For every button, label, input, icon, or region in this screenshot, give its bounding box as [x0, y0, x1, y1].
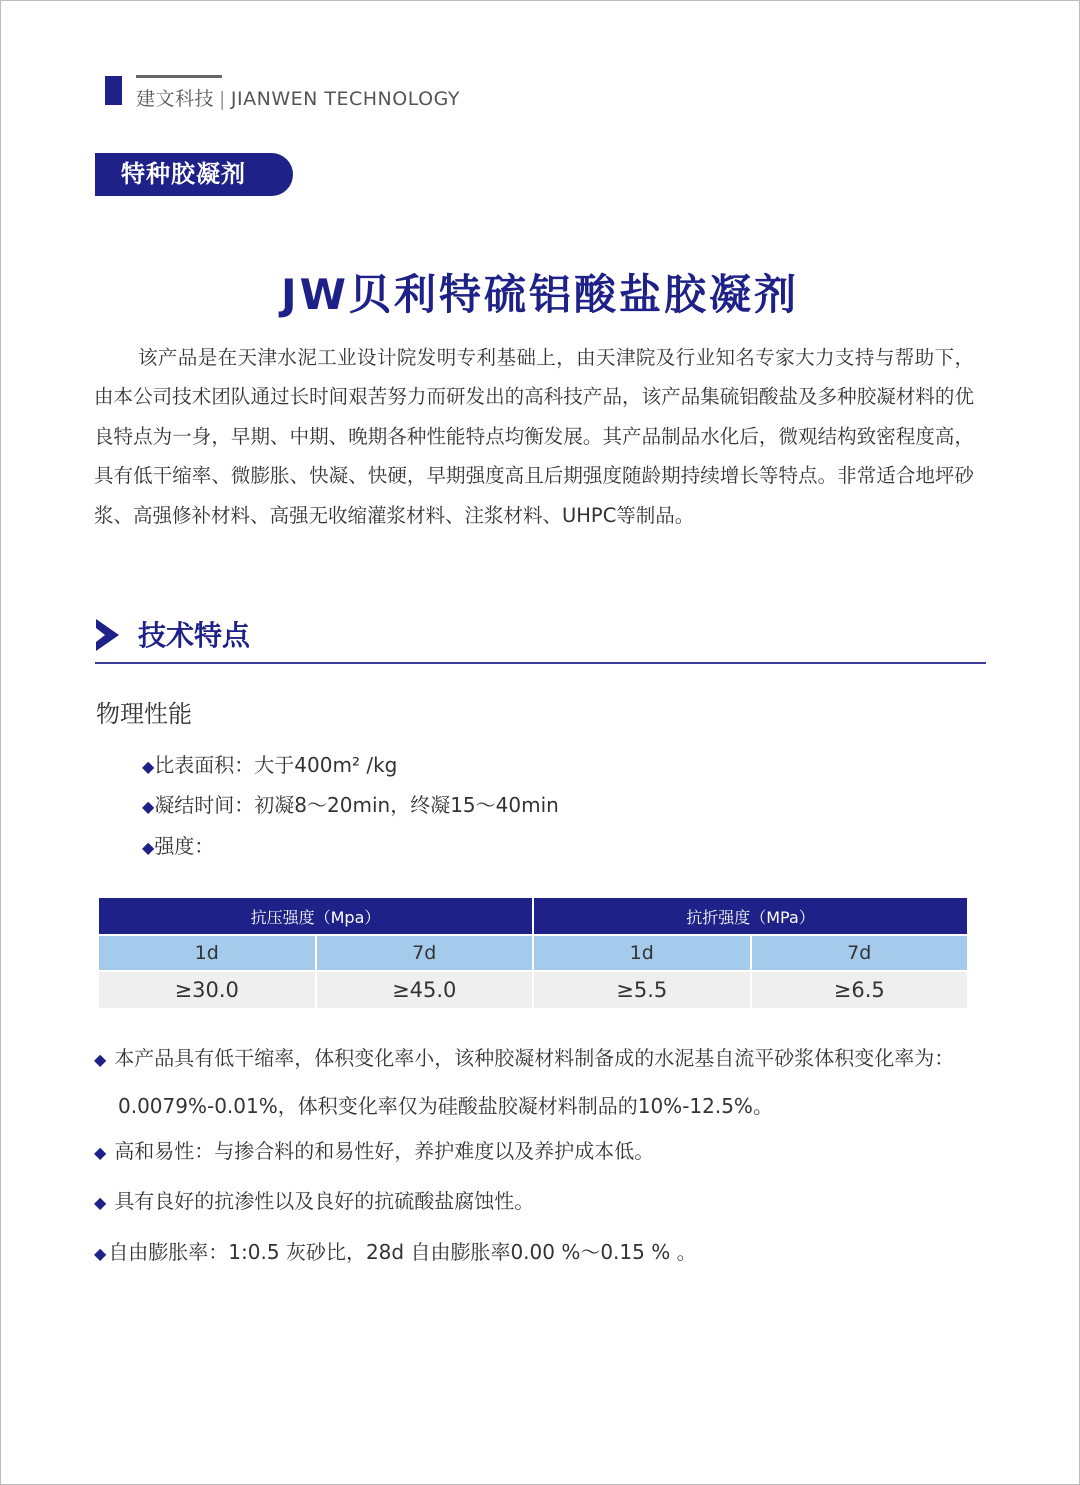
- age-cell: 7d: [316, 935, 534, 971]
- table-group-header: 抗压强度（Mpa）: [98, 897, 533, 935]
- diamond-icon: ◆: [142, 838, 155, 857]
- intro-paragraph: 该产品是在天津水泥工业设计院发明专利基础上，由天津院及行业知名专家大力支持与帮助下，由本公司技术团队通过长时间艰苦努力而研发出的高科技产品，该产品集硫铝酸盐及多种胶凝材料的优良特点为一身，早期、中期、晚期各种性能特点均衡发展。其产品制品水化后，微观结构致密程度高，具有低干缩率、微膨胀、快凝、快硬，早期强度高且后期强度随龄期持续增长等特点。非常适合地坪砂浆、高强修补材料、高强无收缩灌浆材料、注浆材料、UHPC等制品。: [94, 346, 974, 527]
- table-row: [98, 971, 968, 1009]
- value-cell: ≥5.5: [533, 971, 751, 1009]
- brand-header: 建文科技 | JIANWEN TECHNOLOGY: [136, 88, 460, 110]
- value-cell: ≥30.0: [98, 971, 316, 1009]
- brand-line: [136, 75, 222, 78]
- diamond-icon: ◆: [142, 797, 155, 816]
- prop-item: [142, 789, 559, 818]
- diamond-icon: ◆: [94, 1193, 107, 1212]
- bullet-item: [94, 1229, 994, 1277]
- bullet-item: [94, 1178, 994, 1226]
- play-arrow-icon: [95, 618, 121, 652]
- subsection-title: 物理性能: [96, 700, 192, 728]
- bullet-text: 本产品具有低干缩率，体积变化率小，该种胶凝材料制备成的水泥基自流平砂浆体积变化率为：0.0079%-0.01%，体积变化率仅为硅酸盐胶凝材料制品的10%-12.5%。: [114, 1046, 955, 1118]
- bullet-item: [94, 1035, 1018, 1130]
- value-cell: ≥45.0: [316, 971, 534, 1009]
- prop-item: [142, 749, 397, 778]
- diamond-icon: ◆: [94, 1244, 107, 1263]
- prop-text: 凝结时间：初凝8～20min，终凝15～40min: [154, 793, 559, 817]
- diamond-icon: ◆: [94, 1143, 107, 1162]
- brand-en: JIANWEN TECHNOLOGY: [230, 88, 460, 110]
- diamond-icon: ◆: [142, 757, 155, 776]
- age-cell: 1d: [533, 935, 751, 971]
- brand-bar: [105, 76, 122, 105]
- page-title: JW贝利特硫铝酸盐胶凝剂: [281, 270, 799, 319]
- bullet-item: [94, 1128, 994, 1176]
- section-divider: [95, 662, 986, 664]
- diamond-icon: ◆: [94, 1050, 107, 1069]
- value-cell: ≥6.5: [751, 971, 969, 1009]
- table-group-header: 抗折强度（MPa）: [533, 897, 968, 935]
- brand-cn: 建文科技: [136, 88, 215, 110]
- prop-text: 强度：: [154, 834, 215, 858]
- bullet-text: 具有良好的抗渗性以及良好的抗硫酸盐腐蚀性。: [114, 1189, 535, 1213]
- prop-text: 比表面积：大于400m² /kg: [154, 753, 398, 777]
- age-cell: 7d: [751, 935, 969, 971]
- strength-table: [97, 896, 969, 1010]
- age-cell: 1d: [98, 935, 316, 971]
- category-tag: 特种胶凝剂: [95, 153, 293, 196]
- section-title: 技术特点: [138, 619, 251, 652]
- bullet-text: 高和易性：与掺合料的和易性好，养护难度以及养护成本低。: [114, 1139, 655, 1163]
- table-row: [98, 935, 968, 971]
- bullet-text: 自由膨胀率：1:0.5 灰砂比，28d 自由膨胀率0.00 %～0.15 % 。: [108, 1240, 697, 1264]
- prop-item: [142, 830, 214, 859]
